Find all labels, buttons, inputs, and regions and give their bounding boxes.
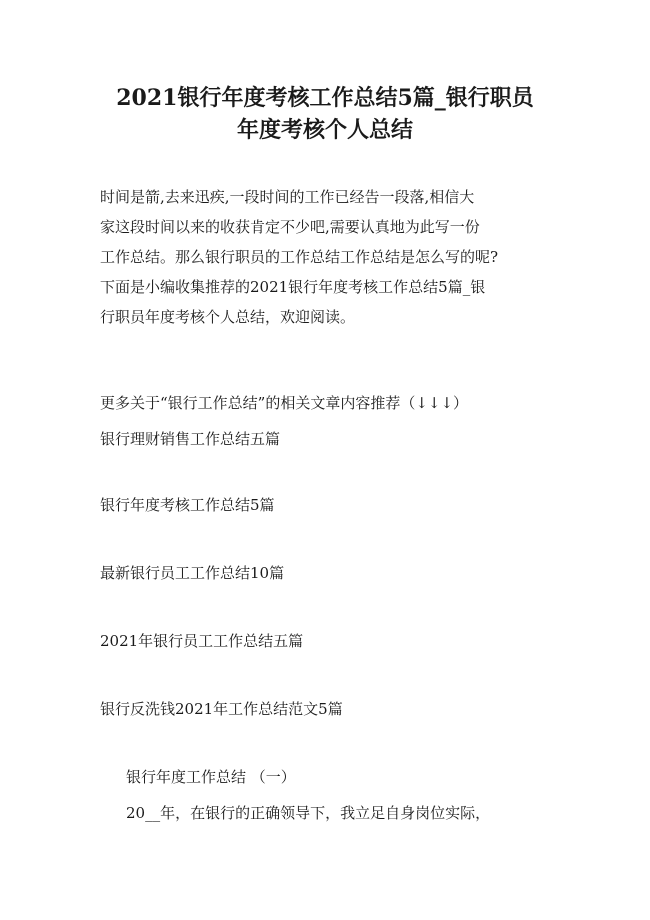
- intro-line: 下面是小编收集推荐的2021银行年度考核工作总结5篇_银: [100, 278, 486, 296]
- related-link-4[interactable]: 2021年银行员工工作总结五篇: [100, 632, 304, 650]
- section-heading: 银行年度工作总结 （一）: [126, 768, 296, 786]
- related-link-2[interactable]: 银行年度考核工作总结5篇: [100, 496, 275, 514]
- related-link-5[interactable]: 银行反洗钱2021年工作总结范文5篇: [100, 700, 343, 718]
- recommend-heading: 更多关于“银行工作总结”的相关文章内容推荐（↓↓↓）: [100, 394, 469, 412]
- intro-line: 工作总结。那么银行职员的工作总结工作总结是怎么写的呢?: [100, 248, 499, 266]
- document-title: [60, 82, 590, 146]
- intro-line: 家这段时间以来的收获肯定不少吧,需要认真地为此写一份: [100, 218, 480, 236]
- related-link-3[interactable]: 最新银行员工工作总结10篇: [100, 564, 285, 582]
- intro-line: 时间是箭,去来迅疾,一段时间的工作已经告一段落,相信大: [100, 188, 475, 206]
- intro-paragraph: [100, 182, 560, 332]
- title-line: 2021银行年度考核工作总结5篇_银行职员: [116, 85, 534, 111]
- related-link-1[interactable]: 银行理财销售工作总结五篇: [100, 430, 281, 448]
- title-line: 年度考核个人总结: [236, 117, 413, 143]
- intro-line: 行职员年度考核个人总结，欢迎阅读。: [100, 308, 356, 326]
- body-paragraph-line: 20__年，在银行的正确领导下，我立足自身岗位实际，: [126, 804, 491, 822]
